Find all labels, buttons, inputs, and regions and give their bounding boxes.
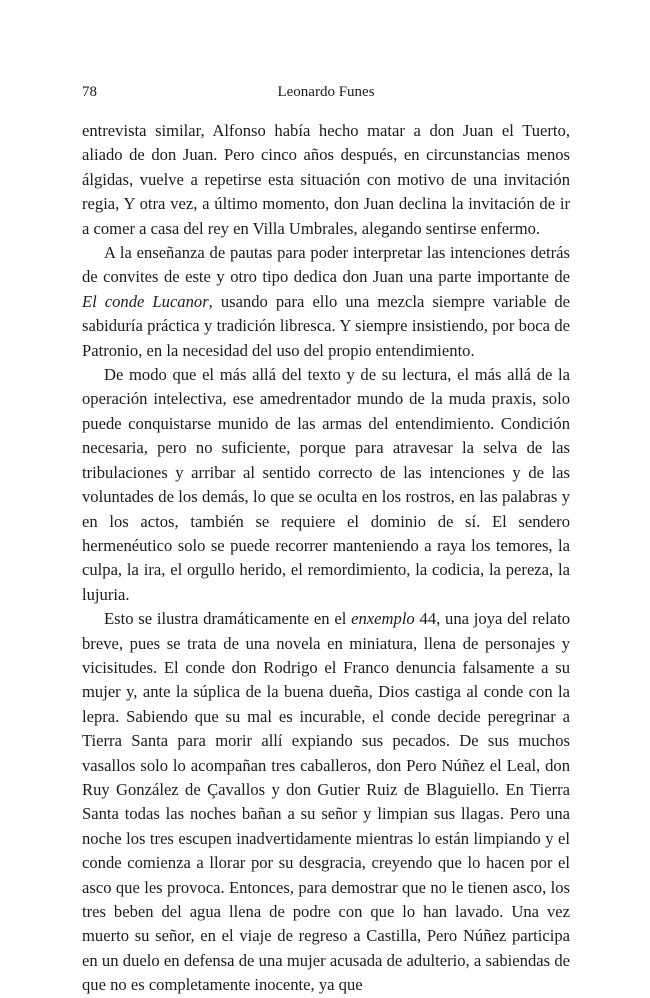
running-head: Leonardo Funes (277, 84, 375, 100)
paragraph (82, 363, 570, 607)
paragraph (82, 119, 570, 241)
page-number: 78 (82, 84, 97, 100)
italic-term: enxemplo (351, 609, 415, 629)
paragraph-text: A la enseñanza de pautas para poder interpretar las intenciones detrás de convites de este y otro tipo dedica don Juan una parte importante de (82, 243, 570, 287)
paragraph-text: entrevista similar, Alfonso había hecho matar a don Juan el Tuerto, aliado de don Juan. Pero cinco años después, en circunstancias menos álgidas, vuelve a repetirse esta situación con motivo de una invitación regia, Y otra vez, a último momento, don Juan declina la invitación de ir a comer a casa del rey en Villa Umbrales, alegando sentirse enfermo. (82, 121, 570, 238)
paragraph-text: De modo que el más allá del texto y de su lectura, el más allá de la operación intelectiva, ese amedrentador mundo de la muda praxis, solo puede conquistarse munido de las armas del entendimiento. Condición necesaria, pero no suficiente, porque para atravesar la selva de las tribulaciones y arribar al sentido correcto de las intenciones y de las voluntades de los demás, lo que se oculta en los rostros, en las palabras y en los actos, también se requiere el dominio de sí. El sendero hermenéutico solo se puede recorrer manteniendo a raya los temores, la culpa, la ira, el orgullo herido, el remordimiento, la codicia, la pereza, la lujuria. (82, 365, 570, 604)
body-text (82, 119, 570, 998)
book-title: El conde Lucanor (82, 291, 209, 311)
paragraph-text: 44, una joya del relato breve, pues se trata de una novela en miniatura, llena de personajes y vicisitudes. El conde don Rodrigo el Franco denuncia falsamente a su mujer y, ante la súplica de la buena dueña, Dios castiga al conde con la lepra. Sabiendo que su mal es incurable, el conde decide peregrinar a Tierra Santa para morir allí expiando sus pecados. De sus muchos vasallos solo lo acompañan tres caballeros, don Pero Núñez el Leal, don Ruy González de Çavallos y don Gutier Ruiz de Blaguiello. En Tierra Santa todas las noches bañan a su señor y limpian sus llagas. Pero una noche los tres escupen inadvertidamente mientras lo están limpiando y el conde comienza a llorar por su desgracia, creyendo que lo hacen por el asco que les provoca. Entonces, para demostrar que no le tienen asco, los tres beben del agua llena de podre con que lo han lavado. Una vez muerto su señor, en el viaje de regreso a Castilla, Pero Núñez participa en un duelo en defensa de una mujer acusada de adulterio, a sabiendas de que no es completamente inocente, ya que (82, 609, 570, 995)
paragraph-text: Esto se ilustra dramáticamente en el (104, 609, 352, 629)
paragraph (82, 607, 570, 998)
page-header (82, 84, 570, 106)
paragraph (82, 241, 570, 363)
paragraph-text: , usando para ello una mezcla siempre variable de sabiduría práctica y tradición libresca. Y siempre insistiendo, por boca de Patronio, en la necesidad del uso del propio entendimiento. (82, 291, 570, 360)
